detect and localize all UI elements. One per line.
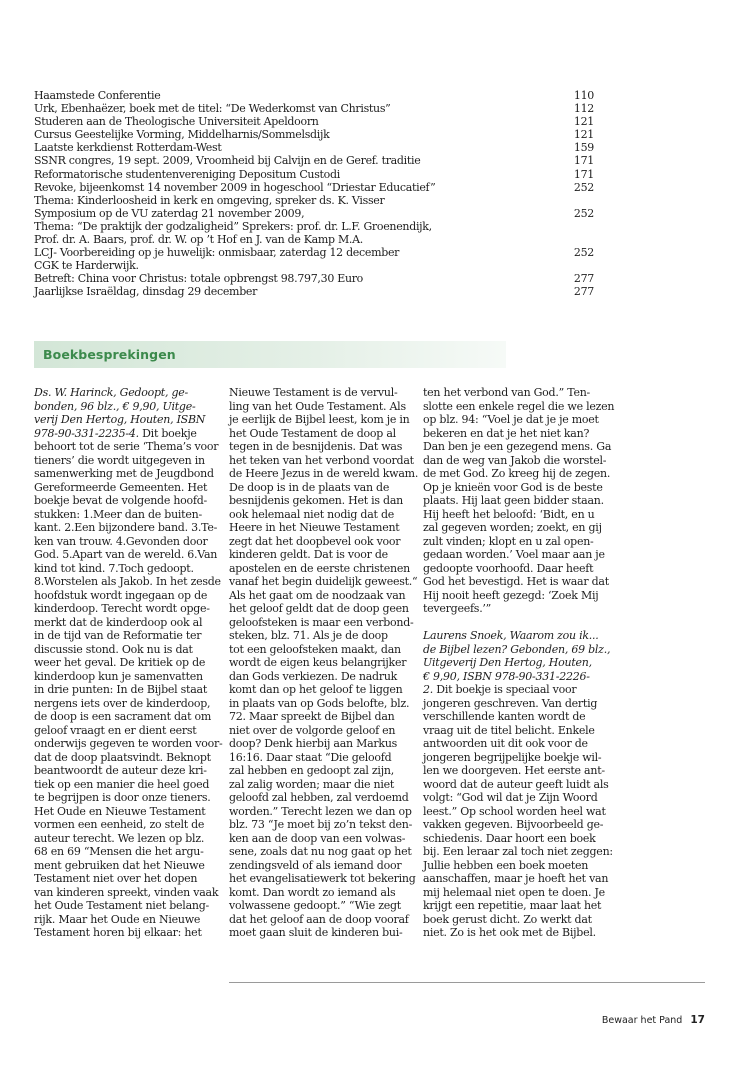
text-line: [34, 454, 215, 468]
text-line: [34, 521, 218, 535]
body-text: apostelen en de eerste christenen: [229, 561, 410, 575]
body-text: 8.Worstelen als Jakob. In het zesde: [34, 575, 221, 588]
body-text: volwassene gedoopt.” “Wie zegt: [229, 899, 401, 912]
text-line: [34, 616, 215, 630]
body-text: zendingsveld of als iemand door: [229, 858, 402, 872]
text-line: [229, 859, 410, 873]
text-line: [423, 521, 604, 535]
body-text: in drie punten: In de Bijbel staat: [34, 683, 208, 696]
index-entry-page: 252: [573, 206, 594, 220]
text-line: [34, 805, 215, 819]
body-text: 72. Maar spreekt de Bijbel dan: [229, 710, 395, 723]
book-reference: Ds. W. Harinck, Gedoopt, ge-: [34, 386, 188, 399]
text-line: [229, 818, 413, 832]
body-text: Nieuwe Testament is de vervul-: [229, 386, 398, 399]
review-column-1: [34, 386, 223, 940]
body-text: zal zalig worden; maar die niet: [229, 777, 395, 791]
text-line: [423, 724, 604, 738]
text-line: [229, 751, 410, 765]
text-line: [34, 899, 215, 913]
body-text: ken van trouw. 4.Gevonden door: [34, 534, 208, 548]
page-number: 17: [690, 1014, 705, 1026]
text-line: [229, 535, 410, 549]
text-line: [229, 548, 410, 562]
index-row: [34, 168, 594, 181]
text-line: [34, 481, 215, 495]
index-row: [34, 246, 594, 272]
text-line: [229, 589, 410, 603]
body-text: wordt de eigen keus belangrijker: [229, 656, 407, 669]
index-entry-text: Studeren aan de Theologische Universiteit Apeldoorn: [34, 115, 319, 129]
text-line: [423, 913, 604, 927]
text-line: [229, 913, 410, 927]
index-entry-page: 171: [573, 167, 594, 181]
body-text: kind tot kind. 7.Toch gedoopt.: [34, 561, 194, 575]
text-line: [34, 467, 215, 481]
book-reference: Uitgeverij Den Hertog, Houten,: [423, 656, 592, 669]
text-line: [229, 481, 410, 495]
text-line: [34, 737, 223, 751]
text-line: [34, 859, 215, 873]
index-entry-page: 121: [573, 128, 594, 142]
page-footer: [602, 1014, 705, 1026]
book-reference: Laurens Snoek, Waarom zou ik...: [423, 629, 599, 642]
index-entry-page: 252: [573, 180, 594, 194]
text-line: [423, 656, 604, 670]
book-reference: € 9,90, ISBN 978-90-331-2226-: [423, 669, 590, 683]
body-text: zult vinden; klopt en u zal open-: [423, 534, 594, 548]
index-row: [34, 102, 594, 115]
body-text: mij helemaal niet open te doen. Je: [423, 885, 605, 899]
text-line: [229, 845, 410, 859]
text-line: [34, 710, 215, 724]
body-text: Hij heeft het beloofd: ‘Bidt, en u: [423, 507, 595, 521]
body-text: 16:16. Daar staat “Die geloofd: [229, 750, 392, 764]
text-line: [229, 562, 410, 576]
index-row: [34, 115, 594, 128]
text-line: [34, 427, 215, 441]
body-text: tieners’ die wordt uitgegeven in: [34, 453, 205, 467]
text-line: [229, 764, 410, 778]
text-line: [34, 751, 215, 765]
body-text: van kinderen spreekt, vinden vaak: [34, 885, 219, 899]
body-text: niet over de volgorde geloof en: [229, 723, 396, 737]
body-text: dat de doop plaatsvindt. Beknopt: [34, 750, 211, 764]
index-entry-text: Reformatorische studentenvereniging Depositum Custodi: [34, 167, 340, 181]
body-text: Testament niet over het dopen: [34, 872, 198, 885]
text-line: [34, 400, 215, 414]
text-line: [423, 886, 604, 900]
text-line: [229, 710, 410, 724]
index-entry-page: 277: [573, 272, 594, 286]
text-line: [229, 521, 410, 535]
text-line: [229, 386, 410, 400]
body-text: bekeren en dat je het niet kan?: [423, 426, 590, 440]
body-text: schiedenis. Daar hoort een boek: [423, 831, 596, 845]
body-text: tevergeefs.’”: [423, 602, 492, 615]
body-text: kinderdoop. Terecht wordt opge-: [34, 602, 210, 615]
text-line: [229, 602, 410, 616]
text-line: [423, 845, 613, 859]
text-line: [34, 494, 215, 508]
text-line: [423, 832, 604, 846]
text-line: [34, 764, 215, 778]
text-line: [34, 697, 215, 711]
text-line: [34, 413, 215, 427]
body-text: de met God. Zo kreeg hij de zegen.: [423, 467, 611, 480]
body-text: Gereformeerde Gemeenten. Het: [34, 480, 208, 494]
text-line: [34, 778, 215, 792]
text-line: [34, 440, 219, 454]
body-text: Het Oude en Nieuwe Testament: [34, 804, 206, 818]
text-line: [423, 859, 604, 873]
text-line: [34, 926, 215, 940]
body-text: len we doorgeven. Het eerste ant-: [423, 764, 605, 777]
text-line: [423, 399, 615, 414]
body-text: Op je knieën voor God is de beste: [423, 480, 603, 494]
index-entry-page: 277: [573, 285, 594, 299]
body-text: weer het geval. De kritiek op de: [34, 656, 206, 669]
text-line: [423, 872, 609, 886]
index-row: [34, 141, 594, 154]
body-text: blz. 73 “Je moet bij zo’n tekst den-: [229, 818, 413, 831]
book-reference: de Bijbel lezen? Gebonden, 69 blz.,: [423, 642, 611, 656]
body-text: slotte een enkele regel die we lezen: [423, 399, 615, 413]
text-line: [229, 778, 410, 792]
text-line: [423, 602, 604, 616]
text-line: [423, 737, 604, 751]
footer-rule: [229, 982, 705, 983]
body-text: doop? Denk hierbij aan Markus: [229, 737, 398, 750]
text-line: [423, 440, 612, 454]
body-text: op blz. 94: “Voel je dat je je moet: [423, 413, 599, 426]
text-line: [34, 575, 221, 589]
book-reference: 2.: [423, 683, 433, 696]
body-text: tegen in de besnijdenis. Dat was: [229, 440, 403, 453]
body-text: nergens iets over de kinderdoop,: [34, 696, 211, 710]
book-reference: bonden, 96 blz., € 9,90, Uitge-: [34, 399, 196, 413]
index-entry-text: Revoke, bijeenkomst 14 november 2009 in hogeschool “Driestar Educatief” Thema: Kinderloosheid in kerk en omgeving, spreker ds. K. Visser: [34, 180, 436, 207]
text-line: [423, 697, 604, 711]
text-line: [34, 913, 215, 927]
body-text: ment gebruiken dat het Nieuwe: [34, 858, 205, 872]
text-line: [34, 656, 215, 670]
review-column-3: [423, 386, 615, 940]
section-title: Boekbesprekingen: [43, 347, 176, 362]
body-text: bij. Een leraar zal toch niet zeggen:: [423, 845, 613, 858]
book-reference: verij Den Hertog, Houten, ISBN: [34, 413, 206, 426]
body-text: jongeren begrijpelijke boekje wil-: [423, 750, 602, 764]
body-text: gedaan worden.’ Voel maar aan je: [423, 548, 605, 561]
body-text: besnijdenis gekomen. Het is dan: [229, 494, 403, 507]
body-text: 68 en 69 “Mensen die het argu-: [34, 845, 204, 858]
text-line: [423, 589, 604, 603]
text-line: [229, 643, 410, 657]
text-line: [34, 845, 215, 859]
index-row: [34, 285, 594, 298]
text-line: [423, 710, 604, 724]
index-entry-text: Cursus Geestelijke Vorming, Middelharnis/Sommelsdijk: [34, 128, 330, 142]
index-row: [34, 89, 594, 102]
body-text: leest.” Op school worden heel wat: [423, 804, 606, 818]
body-text: kinderdoop kun je samenvatten: [34, 669, 203, 683]
body-text: ten het verbond van God.” Ten-: [423, 386, 591, 399]
body-text: ling van het Oude Testament. Als: [229, 399, 406, 413]
body-text: auteur terecht. We lezen op blz.: [34, 831, 205, 845]
body-text: vakken gegeven. Bijvoorbeeld ge-: [423, 818, 604, 831]
body-text: kinderen geldt. Dat is voor de: [229, 548, 388, 561]
body-text: Als het gaat om de noodzaak van: [229, 588, 406, 602]
index-entry-page: 252: [573, 246, 594, 260]
text-line: [229, 805, 410, 819]
text-line: [229, 697, 410, 711]
text-line: [34, 818, 215, 832]
text-line: [423, 805, 604, 819]
body-text: aanschaffen, maar je hoeft het van: [423, 872, 609, 885]
body-text: onderwijs gegeven te worden voor-: [34, 737, 223, 750]
index-entry-page: 121: [573, 115, 594, 129]
body-text: zal hebben en gedoopt zal zijn,: [229, 764, 394, 777]
body-text: het evangelisatiewerk tot bekering: [229, 872, 416, 885]
text-line: [229, 872, 416, 886]
body-text: samenwerking met de Jeugdbond: [34, 467, 214, 480]
text-line: [229, 629, 410, 643]
body-text: God het bevestigd. Het is waar dat: [423, 575, 609, 588]
text-line: [423, 535, 604, 549]
text-line: [423, 629, 604, 643]
text-line: [423, 413, 604, 427]
text-line: [423, 777, 609, 792]
text-line: [229, 724, 410, 738]
body-text: geloof vraagt en er dient eerst: [34, 723, 197, 737]
index-entry-page: 110: [573, 89, 594, 102]
body-text: ken aan de doop van een volwas-: [229, 831, 406, 845]
body-text: sene, zoals dat nu nog gaat op het: [229, 845, 412, 858]
body-text: vanaf het begin duidelijk geweest.“: [229, 575, 418, 588]
text-line: [34, 508, 215, 522]
text-line: [34, 791, 215, 805]
text-line: [229, 886, 410, 900]
index-entry-text: Urk, Ebenhaëzer, boek met de titel: “De Wederkomst van Christus”: [34, 102, 391, 116]
text-line: [34, 562, 215, 576]
body-text: het Oude Testament niet belang-: [34, 899, 209, 912]
body-text: steken, blz. 71. Als je de doop: [229, 629, 388, 642]
text-line: [423, 670, 604, 684]
text-line: [34, 589, 215, 603]
index-entry-text: Haamstede Conferentie: [34, 89, 161, 102]
body-text: volgt: “God wil dat je Zijn Woord: [423, 791, 598, 804]
body-text: in de tijd van de Reformatie ter: [34, 629, 202, 642]
body-text: vormen een eenheid, zo stelt de: [34, 818, 205, 831]
body-text: Jullie hebben een boek moeten: [423, 858, 589, 872]
body-text: rijk. Maar het Oude en Nieuwe: [34, 912, 201, 926]
text-line: [34, 724, 215, 738]
body-text: tiek op een manier die heel goed: [34, 777, 210, 791]
text-line: [229, 926, 410, 940]
body-text: zegt dat het doopbevel ook voor: [229, 534, 401, 548]
body-text: de Heere Jezus in de wereld kwam.: [229, 467, 419, 480]
text-line: [229, 440, 410, 454]
index-row: [34, 128, 594, 141]
body-text: Testament horen bij elkaar: het: [34, 926, 202, 939]
body-text: komt. Dan wordt zo iemand als: [229, 885, 396, 899]
body-text: plaats. Hij laat geen bidder staan.: [423, 494, 604, 507]
body-text: het geloof geldt dat de doop geen: [229, 602, 409, 615]
body-text: God. 5.Apart van de wereld. 6.Van: [34, 548, 218, 561]
text-line: [423, 751, 604, 765]
body-text: antwoorden uit dit ook voor de: [423, 737, 588, 750]
body-text: geloofsteken is maar een verbond-: [229, 615, 414, 629]
text-line: [34, 670, 215, 684]
index-entry-text: Jaarlijkse Israëldag, dinsdag 29 december: [34, 285, 258, 299]
text-line: [423, 926, 604, 940]
review-column-2: [229, 386, 419, 940]
text-line: [423, 508, 604, 522]
body-text: je eerlijk de Bijbel leest, kom je in: [229, 413, 410, 426]
body-text: vraag uit de titel belicht. Enkele: [423, 723, 595, 737]
body-text: Dan ben je een gezegend mens. Ga: [423, 440, 612, 453]
text-line: [229, 400, 410, 414]
index-row: [34, 272, 594, 285]
body-text: merkt dat de kinderdoop ook al: [34, 615, 203, 629]
body-text: boek gerust dicht. Zo werkt dat: [423, 912, 592, 926]
body-text: zal gegeven worden; zoekt, en gij: [423, 521, 602, 534]
body-text: krijgt een repetitie, maar laat het: [423, 899, 602, 912]
body-text: gedoopte voorhoofd. Daar heeft: [423, 561, 594, 575]
index-entry-text: LCJ- Voorbereiding op je huwelijk: onmisbaar, zaterdag 12 december CGK te Harderwijk.: [34, 246, 400, 273]
body-text: niet. Zo is het ook met de Bijbel.: [423, 926, 596, 939]
body-text: Dit boekje: [138, 426, 197, 440]
book-reference: 978-90-331-2235-4.: [34, 426, 139, 440]
text-line: [229, 670, 410, 684]
text-line: [229, 683, 410, 697]
body-text: te begrijpen is door onze tieners.: [34, 791, 211, 804]
text-line: [423, 683, 604, 697]
text-line: [423, 494, 604, 508]
body-text: behoort tot de serie ‘Thema’s voor: [34, 440, 219, 453]
body-text: jongeren geschreven. Van dertig: [423, 696, 598, 710]
text-line: [34, 683, 215, 697]
text-line: [229, 453, 414, 468]
text-line: [229, 615, 414, 630]
body-text: moet gaan sluit de kinderen bui-: [229, 926, 403, 939]
body-text: komt dan op het geloof te liggen: [229, 683, 403, 696]
publication-name: Bewaar het Pand: [601, 1015, 683, 1026]
body-text: Heere in het Nieuwe Testament: [229, 521, 400, 534]
text-line: [229, 427, 410, 441]
text-line: [229, 413, 410, 427]
text-line: [34, 386, 215, 400]
body-text: verschillende kanten wordt de: [423, 710, 586, 723]
body-text: worden.” Terecht lezen we dan op: [229, 804, 412, 818]
body-text: Dit boekje is speciaal voor: [433, 683, 577, 696]
body-text: in plaats van op Gods belofte, blz.: [229, 696, 410, 710]
body-text: hoofdstuk wordt ingegaan op de: [34, 588, 208, 602]
text-line: [34, 832, 215, 846]
body-text: het Oude Testament de doop al: [229, 426, 396, 440]
text-line: [34, 872, 215, 886]
text-line: [423, 386, 604, 400]
index-entry-page: 159: [573, 141, 594, 155]
body-text: De doop is in de plaats van de: [229, 480, 390, 494]
text-line: [229, 467, 419, 481]
body-text: ook helemaal niet nodig dat de: [229, 507, 394, 521]
body-text: woord dat de auteur geeft luidt als: [423, 777, 609, 791]
body-text: kant. 2.Een bijzondere band. 3.Te-: [34, 521, 218, 534]
text-line: [229, 494, 410, 508]
text-line: [229, 899, 410, 913]
index-entry-text: SSNR congres, 19 sept. 2009, Vroomheid bij Calvijn en de Geref. traditie: [34, 154, 421, 168]
text-line: [423, 764, 604, 778]
index-row: [34, 154, 594, 167]
text-line: [423, 548, 604, 562]
text-line: [229, 832, 410, 846]
text-line: [423, 453, 607, 468]
index-row: [34, 181, 594, 207]
body-text: dan de weg van Jakob die worstel-: [423, 453, 607, 467]
body-text: geloofd zal hebben, zal verdoemd: [229, 791, 409, 804]
text-line: [229, 575, 418, 589]
section-banner: [34, 341, 506, 368]
body-text: Hij nooit heeft gezegd: ‘Zoek Mij: [423, 588, 599, 602]
text-line: [229, 508, 410, 522]
text-line: [229, 737, 410, 751]
body-text: tot een geloofsteken maakt, dan: [229, 642, 401, 656]
event-index-list: [34, 89, 594, 299]
text-line: [423, 481, 604, 495]
body-text: de doop is een sacrament dat om: [34, 710, 212, 723]
text-line: [34, 629, 215, 643]
index-entry-text: Symposium op de VU zaterdag 21 november 2009, Thema: “De praktijk der godzaligheid” Sprekers: prof. dr. L.F. Groenendijk, Prof. dr. A. Baars, prof. dr. W. op ’t Hof en J. van de Kamp M.A.: [34, 206, 432, 247]
index-entry-page: 112: [573, 102, 594, 116]
body-text: het teken van het verbond voordat: [229, 453, 414, 467]
text-line: [423, 899, 604, 913]
index-entry-page: 171: [573, 154, 594, 168]
body-text: discussie stond. Ook nu is dat: [34, 642, 193, 656]
text-line: [423, 575, 609, 589]
text-line: [423, 562, 604, 576]
body-text: beantwoordt de auteur deze kri-: [34, 764, 207, 777]
body-text: dat het geloof aan de doop vooraf: [229, 912, 409, 926]
text-line: [34, 535, 215, 549]
paragraph-gap: [423, 616, 604, 630]
text-line: [34, 885, 219, 900]
index-entry-text: Laatste kerkdienst Rotterdam-West: [34, 141, 222, 155]
text-line: [34, 643, 215, 657]
text-line: [423, 642, 611, 657]
text-line: [423, 427, 604, 441]
text-line: [423, 818, 604, 832]
text-line: [229, 656, 410, 670]
text-line: [423, 467, 611, 481]
text-line: [229, 791, 410, 805]
body-text: stukken: 1.Meer dan de buiten-: [34, 507, 202, 521]
body-text: boekje bevat de volgende hoofd-: [34, 494, 207, 507]
text-line: [34, 548, 218, 562]
index-entry-text: Betreft: China voor Christus: totale opbrengst 98.797,30 Euro: [34, 272, 364, 286]
body-text: dan Gods verkiezen. De nadruk: [229, 669, 398, 683]
text-line: [34, 602, 215, 616]
text-line: [423, 791, 604, 805]
index-row: [34, 207, 594, 246]
